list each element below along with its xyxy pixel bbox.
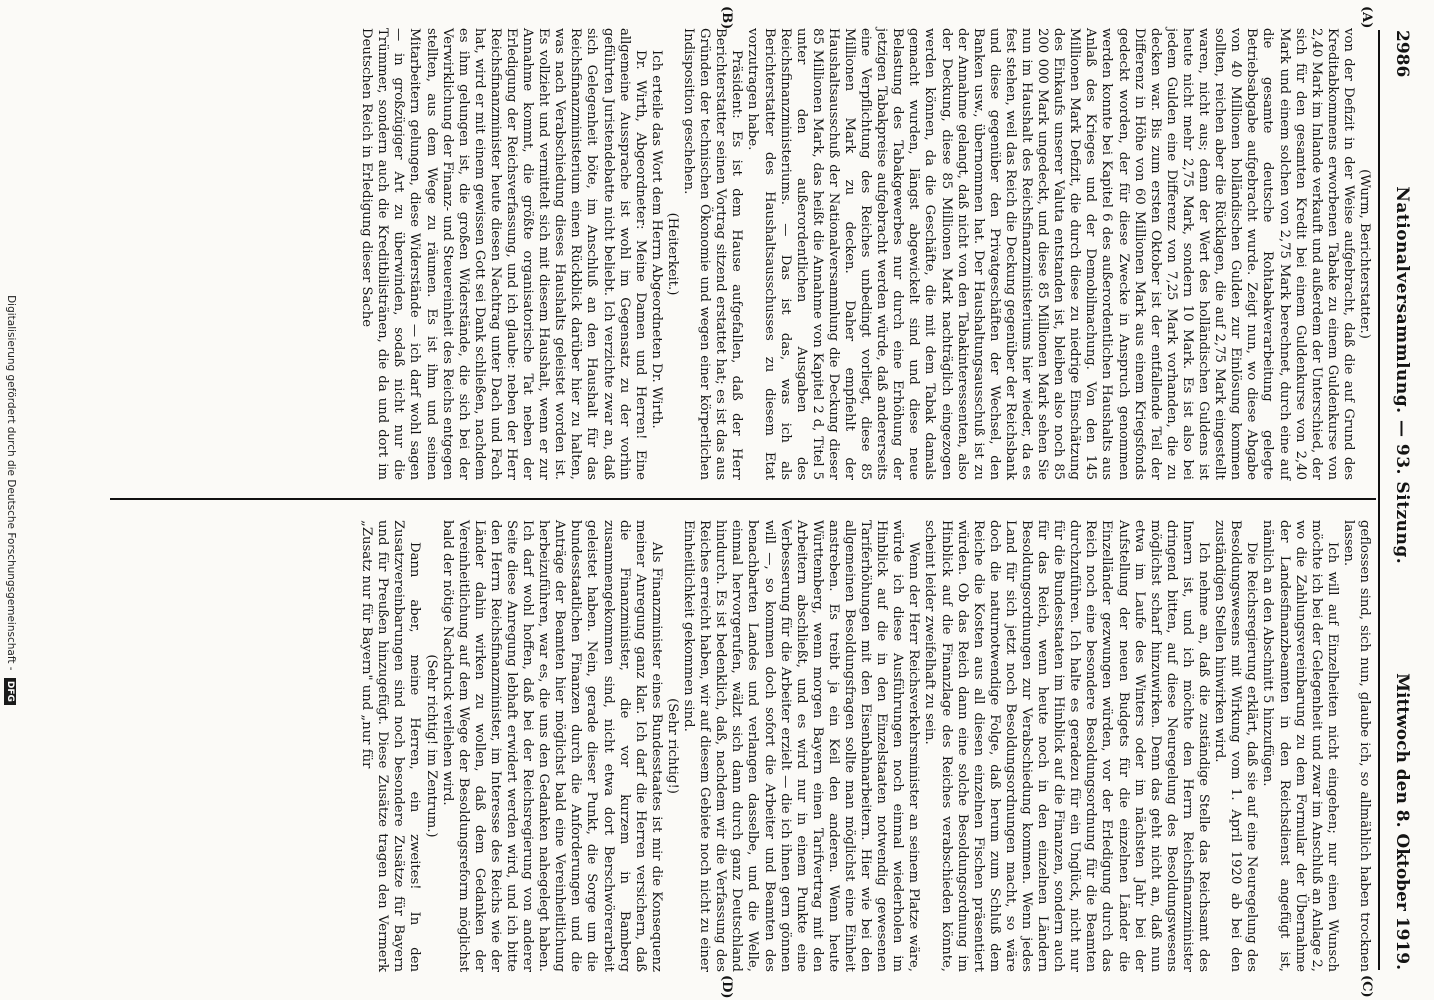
margin-mark-a: (A) (1359, 6, 1374, 29)
margin-mark-c: (C) (1359, 975, 1374, 998)
paragraph: von der Defizit in der Weise aufgebracht, daß die auf Grund des Kreditabkommens erworbenen Tabake zu einem Guldenkurse von 2,40 Mark im Inlande verkauft und außerdem der Unterschied, der sich für den gesamten Kredit bei einem Guldenkurse von 2,40 Mark und einem solchen von 2,75 Mark berechnet, durch eine auf die gesamte deutsche Rohtabakverarbeitung gelegte Betriebsabgabe aufgebracht wurde. Zeigt nun, wo diese Abgabe von 40 Millionen holländischen Gulden zur Einlösung kommen sollten, reichen aber die Rücklagen, die auf 2,75 Mark eingestellt waren, nicht aus; denn der Wert des holländischen Guldens ist heute nicht mehr 2,75 Mark, sondern 10 Mark. Es ist also bei jedem Gulden eine Differenz von 7,25 Mark vorhanden, die zu decken war. Bis zum ersten Oktober ist der entfallende Teil der Differenz in Höhe von 60 Millionen Mark aus einem Kriegsfonds gedeckt worden, der für diese Zwecke in Anspruch genommen werden konnte bei Kapitel 6 des außerordentlichen Haushalts aus Anlaß des Krieges und der Demobilmachung. Von den 145 Millionen Mark Defizit, die durch diese zu niedrige Einschätzung des Einkaufs unserer Valuta entstanden ist, bleiben also noch 85 200 000 Mark ungedeckt, und diese 85 Millionen Mark sehen Sie nun im Haushalt des Reichsfinanzministeriums hier wieder, da es fest stehen, weil das Reich die Deckung gegenüber der Reichsbank und diese gegenüber den Privatgeschäften der Wechsel, den Banken usw., übernommen hat. Der Haushaltungsausschuß ist zu der Annahme gelangt, daß nicht von den Tabakinteressenten, also der Deckung, diese 85 Millionen Mark nachträglich eingezogen werden können, da die Geschäfte, die mit dem Tabak damals gemacht wurden, längst abgewickelt sind und diese neue Belastung des Tabakgewerbes nur durch eine Erhöhung der jetzigen Tabakpreise aufgebracht werden würde, daß andererseits eine Verpflichtung des Reiches unbedingt vorliegt, diese 85 Millionen Mark zu decken. Daher empfiehlt der Haushaltsausschuß der Nationalversammlung die Deckung dieser 85 Millionen Mark, das heißt die Annahme von Kapitel 2 d, Titel 5 unter den außerordentlichen Ausgaben des Reichsfinanzministeriums. — Das ist das, was ich als Berichterstatter des Haushaltsausschusses zu diesem Etat vorzutragen habe. (745, 28, 1356, 480)
header-title: Nationalversammlung. — 93. Sitzung. (1392, 186, 1412, 565)
margin-mark-b: (B) (719, 6, 734, 30)
reaction: (Heiterkeit.) (664, 212, 680, 296)
header-rule (1378, 30, 1380, 970)
page-number: 2986 (1392, 30, 1412, 78)
paragraph: Die Reichsregierung erklärt, daß sie auf eine Neuregelung des Besoldungswesens mit Wirkung vom 1. April 1920 ab bei den zuständigen Stellen hinwirken wird. (1212, 520, 1260, 972)
paragraph: Ich erteile das Wort dem Herrn Abgeordneten Dr. Wirth. (648, 50, 664, 429)
paragraph: Dr. Wirth, Abgeordneter: Meine Damen und Herren! Eine allgemeine Aussprache ist wohl im Gegensatz zu der vorhin geführten Juristendebatte nicht beliebt. Ich verzichte zwar an, daß sich Gelegenheit böte, im Anschluß an den Haushalt für das Reichsfinanzministerium einen Rückblick darüber hier zu halten, was nach Verabschiedung dieses Haushalts geleistet worden ist. Es vollzieht und vermittelt sich mit diesem Haushalt, wenn er zur Annahme kommt, die größte organisatorische Tat neben der Erledigung der Reichsverfassung, und ich glaube: neben der Herr Reichsfinanzminister heute diesen Nachtrag unter Dach und Fach hat, wird er mit einem gewissen Gott sei Dank schließen, nachdem es ihm gelungen ist, die großen Widerstände, die sich bei der Verwirklichung der Finanz- und Steuereinheit des Reichs entgegen stellten, aus dem Wege zu räumen. Es ist ihm und seinen Mitarbeitern gelungen, diese Widerstände — ich darf wohl sagen — in großzügiger Art zu überwinden, sodaß nicht nur die Trümmer, sondern auch die Kreditbilistränen, die da und dort im Deutschen Reich in Erledigung dieser Sache (359, 28, 648, 480)
paragraph: Dann aber, meine Herren, ein zweites! In den Zusatzvereinbarungen sind noch besondere Zusätze für Bayern und für Preußen hinzugefügt. Diese Zusätze tragen den Vermerk „Zusatz nur für Bayern" und „nur für (359, 520, 423, 972)
left-column (358, 28, 1372, 480)
right-column (358, 520, 1372, 972)
dfg-logo: DFG (4, 678, 16, 705)
column-divider (110, 498, 1376, 500)
paragraph: Wenn der Herr Reichsverkehrsminister an seinem Platze wäre, würde ich diese Ausführungen noch einmal wiederholen im Hinblick auf die in den Einzelstaaten notwendig gewesenen Tariferhöhungen mit den Eisenbahnarbeitern. Hier wie bei den allgemeinen Besoldungsfragen sollte man möglichst eine Einheit anstreben. Es treibt ja ein Keil den anderen. Wenn heute Württemberg, wenn morgen Bayern einen Tarifvertrag mit den Arbeitern abschließt, und es wird nur in einem Punkte eine Verbesserung für die Arbeiter erzielt — die ich ihnen gern gönnen will —, so kommen doch sofort die Arbeiter und Beamten des benachbarten Landes und verlangen dasselbe, und die Welle, einmal hervorgerufen, wälzt sich dann durch ganz Deutschland hindurch. Es ist bedenklich, daß, nachdem wir die Verfassung des Reiches erreicht haben, wir auf diesem Gebiete noch nicht zu einer Einheitlichkeit gekommen sind. (681, 520, 922, 972)
paragraph: Ich nehme an, daß die zuständige Stelle das Reichsamt des Innern ist, und ich möchte den Herrn Reichsfinanzminister dringend bitten, auf diese Neuregelung des Besoldungswesens möglichst scharf hinzuwirken. Denn das geht nicht an, daß nun etwa im Laufe des Winters oder im nächsten Jahr bei der Aufstellung der neuen Budgets für die einzelnen Länder die Einzelländer gezwungen würden, vor der Erledigung durch das Reich noch eine besondere Besoldungsordnung für die Beamten durchzuführen. Ich halte es geradezu für ein Unglück, nicht nur für die Bundesstaaten im Hinblick auf die Finanzen, sondern auch für das Reich, wenn heute noch in den einzelnen Ländern Besoldungsordnungen zur Verabschiedung kommen. Wenn jedes Land für sich jetzt noch Besoldungsordnungen macht, so wäre doch die naturnotwendige Folge, daß herum zum Schluß dem Reiche die Kosten aus all diesen einzelnen Fischen präsentiert würden. Ob das Reich dann eine solche Besoldungsordnung im Hinblick auf die Finanzlage des Reiches verabschieden könnte, scheint leider zweifelhaft zu sein. (922, 520, 1212, 972)
footer-text: Digitalisierung gefördert durch die Deutsche Forschungsgemeinschaft - (5, 295, 17, 671)
page-header (1382, 30, 1422, 970)
paragraph: Präsident: Es ist dem Hause aufgefallen, daß der Herr Berichterstatter seinen Vortrag sitzend erstattet hat; es ist das aus Gründen der technischen Ökonomie und wegen einer körperlichen Indisposition geschehen. (681, 28, 745, 480)
paragraph: Als Finanzminister eines Bundesstaates ist mir die Konsequenz meiner Anregung ganz klar. Ich darf die Herren versichern, daß die Finanzminister, die vor kurzem in Bamberg zusammengekommen sind, nicht etwa dort Berschwörerarbeit geleistet haben. Nein, gerade dieser Punkt, die Sorge um die bundesstaatlichen Finanzen durch die Anforderungen und die Anträge der Beamten hier möglichst bald eine Vereinheitlichung herbeizuführen, war es, die uns den Gedanken nahegelegt haben. Ich darf wohl hoffen, daß bei der Reichsregierung von anderer Seite diese Anregung lebhaft erwidert werden wird, und ich bitte den Herrn Reichsfinanzminister, im Interesse des Reichs wie der Länder dahin wirken zu wollen, daß dem Gedanken der Vereinheitlichung auf dem Wege der Besoldungsreform möglichst bald der nötige Nachdruck verliehen wird. (439, 520, 664, 972)
paragraph: Ich will auf Einzelheiten nicht eingehen; nur einen Wunsch möchte ich bei der Gelegenheit und zwar im Anschluß an Anlage 2, wo die Zahlungsvereinbarung zu dem Formular der Übernahme der Landesfinanzbeamten in den Reichsdienst angefügt ist, nämlich an den Abschnitt 5 hinzufügen. (1260, 520, 1340, 972)
speaker-tag: (Wurm, Berichterstatter.) (1357, 169, 1372, 339)
digitization-footer (4, 0, 17, 1000)
reaction: (Sehr richtig! im Zentrum.) (423, 654, 439, 838)
margin-mark-d: (D) (719, 975, 734, 999)
header-date: Mittwoch den 8. Oktober 1919. (1392, 673, 1412, 970)
reaction: (Sehr richtig!) (664, 698, 680, 794)
paragraph: geflossen sind, sich nun, glaube ich, so allmählich haben trocknen lassen. (1340, 520, 1372, 972)
